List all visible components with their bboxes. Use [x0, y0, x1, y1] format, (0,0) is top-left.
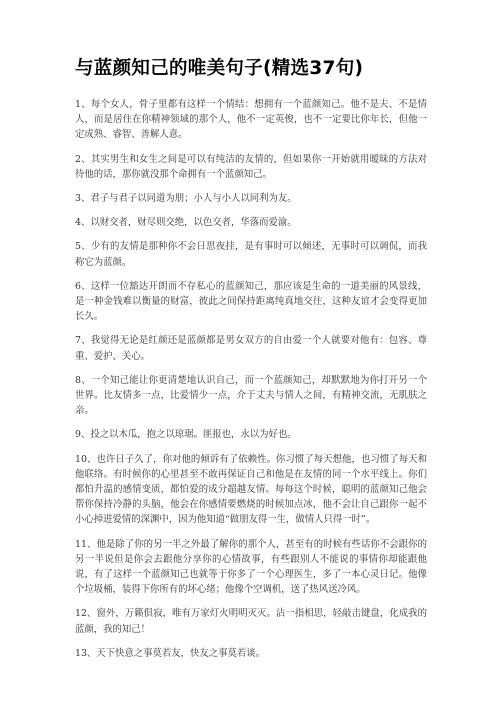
document-body: [75, 97, 427, 670]
paragraph-6: 6、这样一位豁达开朗而不存私心的蓝颜知己，那应该是生命的一道美丽的风景线，是一种金钱难以衡量的财富，彼此之间保持距离纯真地交往，这种友谊才会变得更加长久。: [75, 280, 427, 323]
paragraph-13: 13、天下快意之事莫若友，快友之事莫若谈。: [75, 647, 266, 659]
paragraph-7: 7、我觉得无论是红颜还是蓝颜都是男女双方的自由爱一个人就要对他有：包容、尊重、爱护、关心。: [75, 335, 427, 362]
paragraph-8: 8、一个知己能让你更清楚地认识自己，而一个蓝颜知己，却默默地为你打开另一个世界。比友情多一点，比爱情少一点，介于丈夫与情人之间，有精神交流，无肌肤之亲。: [75, 374, 427, 417]
paragraph-2: 2、其实男生和女生之间是可以有纯洁的友情的，但如果你一开始就用暧昧的方法对待他的话，那你就没那个命拥有一个蓝颜知己。: [75, 153, 427, 180]
paragraph-1: 1、每个女人，骨子里都有这样一个情结：想拥有一个蓝颜知己。他不是夫、不是情人，而是居住在你精神领域的那个人，他不一定英俊，也不一定要比你年长，但他一定成熟、睿智、善解人意。: [75, 99, 427, 141]
paragraph-4: 4、以财交者，财尽则交绝，以色交者，华落而爱渝。: [75, 217, 297, 229]
paragraph-10: 10、也许日子久了，你对他的倾诉有了依赖性。你习惯了每天想他，也习惯了每天和他联络。有时候你的心里甚至不敢再保证自己和他是在友情的同一个水平线上。你们都怕升温的感情变质，都怕爱的成分超越友情。每每这个时候，聪明的蓝颜知己他会帮你保持冷静的头脑，他会在你感情要燃烧的时候加点冰，他不会让自己跟你一起不小心掉进爱情的深渊中，因为他知道“做朋友得一生，做情人只得一时”。: [75, 453, 427, 526]
paragraph-3: 3、君子与君子以同道为朋；小人与小人以同利为友。: [75, 193, 297, 205]
document-title: 与蓝颜知己的唯美句子(精选37句): [75, 58, 364, 79]
paragraph-5: 5、少有的友情是那种你不会日思夜挂，是有事时可以倾述，无事时可以调侃，而我称它为蓝颜。: [75, 241, 427, 268]
paragraph-12: 12、窗外，万籁俱寂，唯有万家灯火明明灭灭。沾一指相思，轻敲击键盘，化成我的蓝颜，我的知己！: [75, 608, 427, 635]
paragraph-11: 11、他是除了你的另一半之外最了解你的那个人，甚至有的时候有些话你不会跟你的另一半说但是你会去跟他分享你的心情故事，有些跟别人不能说的事情你却能跟他说，有了这样一个蓝颜知己也就等于你多了一个心理医生，多了一本心灵日记。他像个垃圾桶，装得下你所有的坏心绪；他像个空调机，送了热风送冷风。: [75, 538, 427, 596]
paragraph-9: 9、投之以木瓜，抱之以琼琚。匪报也，永以为好也。: [75, 429, 297, 441]
